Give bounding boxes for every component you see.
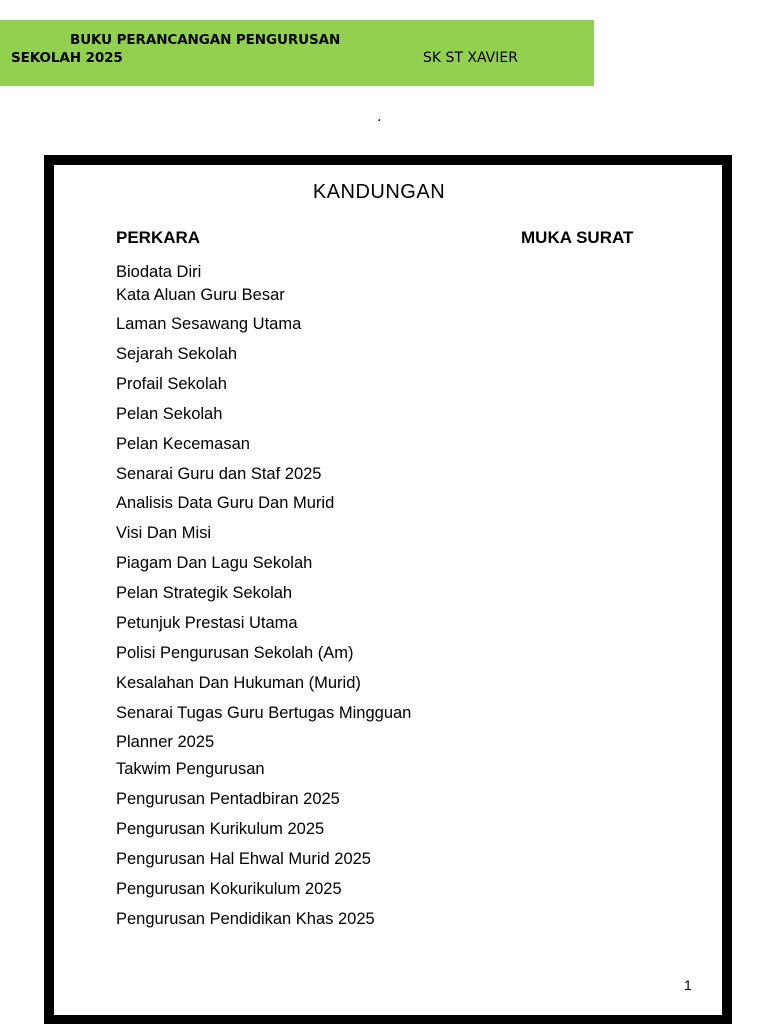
document-title-line1: BUKU PERANCANGAN PENGURUSAN	[70, 32, 341, 48]
toc-item: Pengurusan Kokurikulum 2025	[116, 880, 342, 898]
toc-item: Pelan Sekolah	[116, 405, 223, 423]
toc-item: Polisi Pengurusan Sekolah (Am)	[116, 644, 354, 662]
toc-item: Pengurusan Pendidikan Khas 2025	[116, 910, 375, 928]
toc-item: Pengurusan Kurikulum 2025	[116, 820, 325, 838]
toc-item: Kesalahan Dan Hukuman (Murid)	[116, 674, 361, 692]
toc-item: Visi Dan Misi	[116, 524, 212, 542]
page-number: 1	[684, 977, 692, 993]
column-header-page: MUKA SURAT	[521, 228, 634, 247]
header-band	[0, 20, 594, 86]
toc-item: Profail Sekolah	[116, 375, 227, 393]
contents-frame	[44, 155, 732, 1024]
toc-item: Analisis Data Guru Dan Murid	[116, 494, 335, 512]
toc-item: Pengurusan Hal Ehwal Murid 2025	[116, 850, 371, 868]
toc-item: Petunjuk Prestasi Utama	[116, 614, 298, 632]
toc-item: Sejarah Sekolah	[116, 345, 238, 363]
toc-item: Pelan Kecemasan	[116, 435, 250, 453]
separator-dot: .	[377, 108, 382, 125]
toc-item: Pengurusan Pentadbiran 2025	[116, 790, 340, 808]
toc-item: Senarai Tugas Guru Bertugas Mingguan	[116, 704, 412, 722]
contents-title: KANDUNGAN	[312, 181, 446, 203]
school-name: SK ST XAVIER	[423, 50, 518, 66]
toc-item: Pelan Strategik Sekolah	[116, 584, 293, 602]
toc-item: Senarai Guru dan Staf 2025	[116, 465, 322, 483]
document-title-line2: SEKOLAH 2025	[11, 50, 123, 66]
toc-item: Takwim Pengurusan	[116, 760, 265, 778]
column-header-item: PERKARA	[116, 228, 201, 247]
toc-item: Piagam Dan Lagu Sekolah	[116, 554, 313, 572]
toc-item: Laman Sesawang Utama	[116, 315, 302, 333]
toc-item: Planner 2025	[116, 733, 215, 751]
toc-item: Biodata Diri	[116, 263, 202, 281]
toc-item: Kata Aluan Guru Besar	[116, 286, 285, 304]
